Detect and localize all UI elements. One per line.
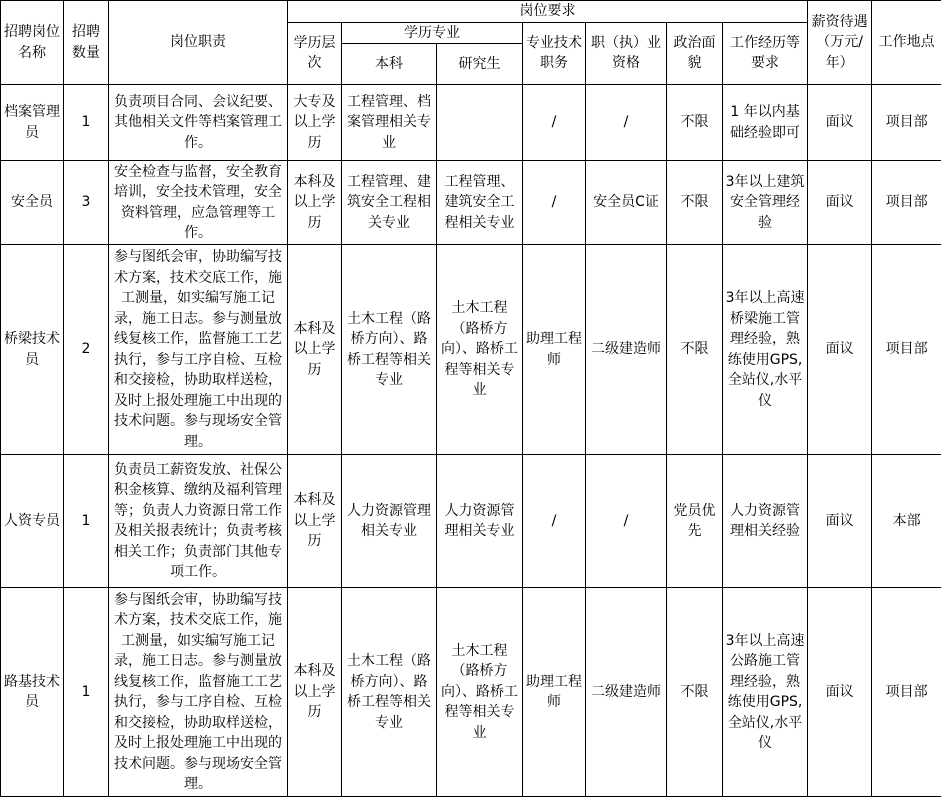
political-status-cell: 不限 xyxy=(667,245,723,455)
table-row xyxy=(1,455,941,588)
qualification-cell: / xyxy=(586,85,667,161)
political-status-cell: 不限 xyxy=(667,161,723,245)
salary-cell: 面议 xyxy=(808,85,872,161)
experience-cell: 1 年以内基础经验即可 xyxy=(723,85,808,161)
header-row-1 xyxy=(1,1,941,23)
duties-cell: 负责项目合同、会议纪要、其他相关文件等档案管理工作。 xyxy=(109,85,288,161)
position-name-cell: 档案管理员 xyxy=(1,85,64,161)
professional-title-cell: 助理工程师 xyxy=(523,588,586,797)
experience-cell: 3年以上高速公路施工管理经验，熟练使用GPS,全站仪,水平仪 xyxy=(723,588,808,797)
salary-cell: 面议 xyxy=(808,245,872,455)
header-qualification: 职（执）业资格 xyxy=(586,22,667,85)
location-cell: 项目部 xyxy=(872,245,941,455)
header-location: 工作地点 xyxy=(872,1,941,85)
position-name-cell: 人资专员 xyxy=(1,455,64,588)
duties-cell: 参与图纸会审，协助编写技术方案，技术交底工作，施工测量，如实编写施工记录，施工日志。参与测量放线复核工作，监督施工工艺执行，参与工序自检、互检和交接检，协助取样送检，及时上报处理施工中出现的技术问题。参与现场安全管理。 xyxy=(109,245,288,455)
headcount-cell: 1 xyxy=(64,455,109,588)
header-graduate: 研究生 xyxy=(437,44,523,85)
experience-cell: 人力资源管理相关经验 xyxy=(723,455,808,588)
header-undergraduate: 本科 xyxy=(342,44,437,85)
header-professional-title: 专业技术职务 xyxy=(523,22,586,85)
undergraduate-major-cell: 人力资源管理相关专业 xyxy=(342,455,437,588)
undergraduate-major-cell: 土木工程（路桥方向）、路桥工程等相关专业 xyxy=(342,588,437,797)
location-cell: 本部 xyxy=(872,455,941,588)
table-row xyxy=(1,245,941,455)
graduate-major-cell: 工程管理、建筑安全工程相关专业 xyxy=(437,161,523,245)
professional-title-cell: 助理工程师 xyxy=(523,245,586,455)
professional-title-cell: / xyxy=(523,455,586,588)
headcount-cell: 1 xyxy=(64,85,109,161)
table-row xyxy=(1,588,941,797)
header-position-name: 招聘岗位名称 xyxy=(1,1,64,85)
qualification-cell: 二级建造师 xyxy=(586,588,667,797)
table-row xyxy=(1,85,941,161)
undergraduate-major-cell: 工程管理、档案管理相关专业 xyxy=(342,85,437,161)
header-duties: 岗位职责 xyxy=(109,1,288,85)
experience-cell: 3年以上高速桥梁施工管理经验，熟练使用GPS,全站仪,水平仪 xyxy=(723,245,808,455)
political-status-cell: 不限 xyxy=(667,85,723,161)
political-status-cell: 不限 xyxy=(667,588,723,797)
header-requirements: 岗位要求 xyxy=(288,1,808,23)
header-salary: 薪资待遇（万元/年） xyxy=(808,1,872,85)
experience-cell: 3年以上建筑安全管理经验 xyxy=(723,161,808,245)
header-experience: 工作经历等要求 xyxy=(723,22,808,85)
header-political-status: 政治面貌 xyxy=(667,22,723,85)
duties-cell: 负责员工薪资发放、社保公积金核算、缴纳及福利管理等；负责人力资源日常工作及相关报表统计；负责考核相关工作；负责部门其他专项工作。 xyxy=(109,455,288,588)
position-name-cell: 路基技术员 xyxy=(1,588,64,797)
graduate-major-cell: 土木工程（路桥方向）、路桥工程等相关专业 xyxy=(437,245,523,455)
education-cell: 本科及以上学历 xyxy=(288,455,342,588)
headcount-cell: 2 xyxy=(64,245,109,455)
political-status-cell: 党员优先 xyxy=(667,455,723,588)
qualification-cell: 二级建造师 xyxy=(586,245,667,455)
professional-title-cell: / xyxy=(523,85,586,161)
undergraduate-major-cell: 工程管理、建筑安全工程相关专业 xyxy=(342,161,437,245)
table-row xyxy=(1,161,941,245)
graduate-major-cell xyxy=(437,85,523,161)
headcount-cell: 3 xyxy=(64,161,109,245)
qualification-cell: 安全员C证 xyxy=(586,161,667,245)
header-major: 学历专业 xyxy=(342,22,523,44)
headcount-cell: 1 xyxy=(64,588,109,797)
header-headcount: 招聘数量 xyxy=(64,1,109,85)
salary-cell: 面议 xyxy=(808,455,872,588)
professional-title-cell: / xyxy=(523,161,586,245)
education-cell: 本科及以上学历 xyxy=(288,245,342,455)
position-name-cell: 安全员 xyxy=(1,161,64,245)
qualification-cell: / xyxy=(586,455,667,588)
graduate-major-cell: 土木工程（路桥方向）、路桥工程等相关专业 xyxy=(437,588,523,797)
education-cell: 大专及以上学历 xyxy=(288,85,342,161)
position-name-cell: 桥梁技术员 xyxy=(1,245,64,455)
header-education-level: 学历层次 xyxy=(288,22,342,85)
location-cell: 项目部 xyxy=(872,85,941,161)
location-cell: 项目部 xyxy=(872,161,941,245)
education-cell: 本科及以上学历 xyxy=(288,161,342,245)
undergraduate-major-cell: 土木工程（路桥方向）、路桥工程等相关专业 xyxy=(342,245,437,455)
location-cell: 项目部 xyxy=(872,588,941,797)
graduate-major-cell: 人力资源管理相关专业 xyxy=(437,455,523,588)
education-cell: 本科及以上学历 xyxy=(288,588,342,797)
salary-cell: 面议 xyxy=(808,588,872,797)
duties-cell: 参与图纸会审，协助编写技术方案，技术交底工作，施工测量，如实编写施工记录，施工日志。参与测量放线复核工作，监督施工工艺执行，参与工序自检、互检和交接检，协助取样送检，及时上报处理施工中出现的技术问题。参与现场安全管理。 xyxy=(109,588,288,797)
salary-cell: 面议 xyxy=(808,161,872,245)
duties-cell: 安全检查与监督，安全教育培训，安全技术管理，安全资料管理，应急管理等工作。 xyxy=(109,161,288,245)
